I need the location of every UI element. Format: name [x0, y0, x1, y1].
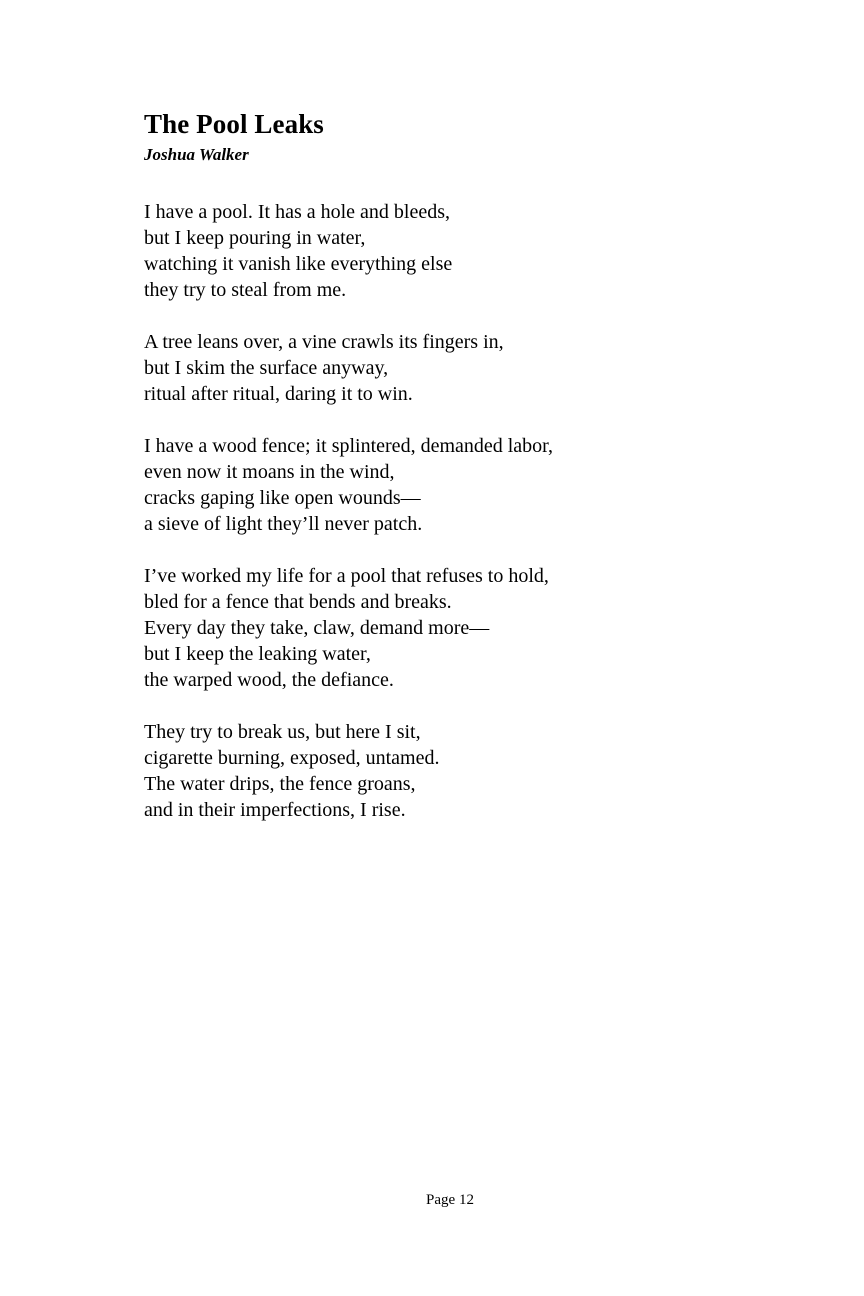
stanza-3	[144, 433, 744, 537]
poem-line: but I keep the leaking water,	[144, 643, 371, 665]
poem-line: they try to steal from me.	[144, 279, 347, 301]
poem-line: They try to break us, but here I sit,	[144, 721, 421, 743]
poem-line: I have a pool. It has a hole and bleeds,	[144, 201, 451, 223]
stanza-4	[144, 563, 744, 693]
poem-line: the warped wood, the defiance.	[144, 669, 394, 691]
poem-line: even now it moans in the wind,	[144, 461, 395, 483]
page-number: Page 12	[426, 1192, 474, 1208]
poem-line: cracks gaping like open wounds—	[144, 487, 421, 509]
poem-line: The water drips, the fence groans,	[144, 773, 416, 795]
stanza-5	[144, 719, 744, 823]
stanza-1	[144, 199, 744, 303]
poem-line: I have a wood fence; it splintered, demanded labor,	[144, 435, 554, 457]
poem-line: but I keep pouring in water,	[144, 227, 366, 249]
poem-line: A tree leans over, a vine crawls its fingers in,	[144, 331, 504, 353]
poem-line: a sieve of light they’ll never patch.	[144, 513, 423, 535]
poem-line: cigarette burning, exposed, untamed.	[144, 747, 440, 769]
poem-line: I’ve worked my life for a pool that refuses to hold,	[144, 565, 549, 587]
poem-line: and in their imperfections, I rise.	[144, 799, 406, 821]
poem-line: Every day they take, claw, demand more—	[144, 617, 490, 639]
stanza-2	[144, 329, 744, 407]
poem-line: but I skim the surface anyway,	[144, 357, 389, 379]
poem-line: bled for a fence that bends and breaks.	[144, 591, 452, 613]
poem-body	[144, 199, 744, 823]
poem-title: The Pool Leaks	[144, 109, 324, 139]
poem-line: ritual after ritual, daring it to win.	[144, 383, 413, 405]
poem-author: Joshua Walker	[144, 145, 249, 164]
poem-line: watching it vanish like everything else	[144, 253, 453, 275]
poem-container	[144, 106, 744, 849]
